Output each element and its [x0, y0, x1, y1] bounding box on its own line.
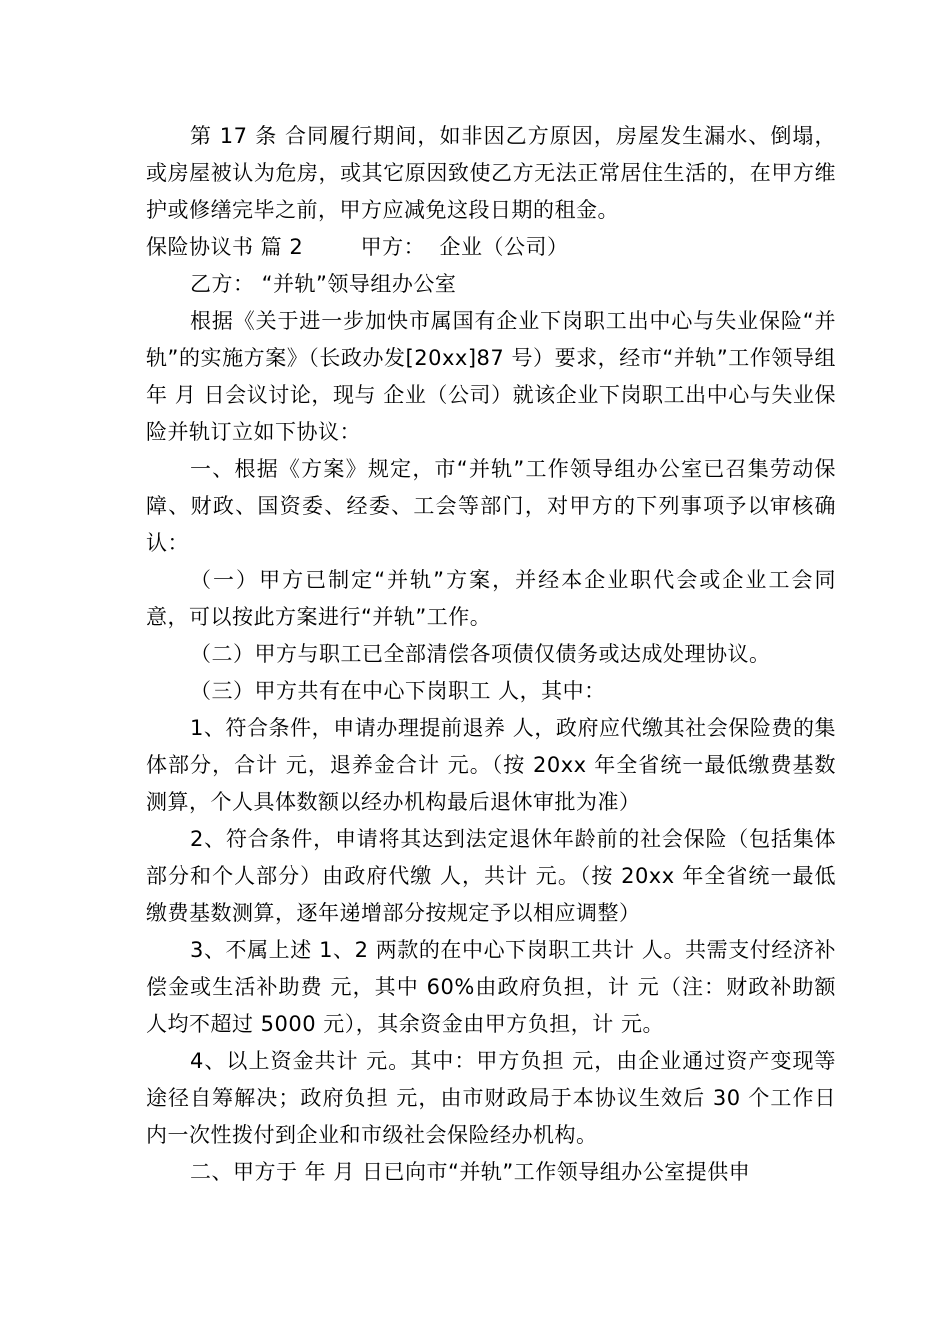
paragraph-party-b: 乙方： “并轨”领导组办公室 — [190, 272, 457, 296]
paragraph-subitem-1: 1、符合条件，申请办理提前退养 人，政府应代缴其社会保险费的集体部分，合计 元，退养金合计 元。（按 20xx 年全省统一最低缴费基数测算，个人具体数额以经办机构最后退休审批为准） — [146, 716, 836, 814]
paragraph-basis: 根据《关于进一步加快市属国有企业下岗职工出中心与失业保险“并轨”的实施方案》（长政办发[20xx]87 号）要求，经市“并轨”工作领导组 年 月 日会议讨论，现与 企业（公司）就该企业下岗职工出中心与失业保险并轨订立如下协议： — [146, 309, 836, 444]
paragraph-subitem-2: 2、符合条件，申请将其达到法定退休年龄前的社会保险（包括集体部分和个人部分）由政府代缴 人，共计 元。（按 20xx 年全省统一最低缴费基数测算，逐年递增部分按规定予以相应调整） — [146, 827, 836, 925]
document-body — [146, 118, 836, 1191]
paragraph-clause-2: 二、甲方于 年 月 日已向市“并轨”工作领导组办公室提供申 — [190, 1160, 751, 1184]
paragraph-item-3: （三）甲方共有在中心下岗职工 人，其中： — [190, 679, 606, 703]
paragraph-subitem-3: 3、不属上述 1、2 两款的在中心下岗职工共计 人。共需支付经济补偿金或生活补助费 元，其中 60%由政府负担，计 元（注：财政补助额人均不超过 5000 元），其余资金由甲方负担，计 元。 — [146, 938, 836, 1036]
paragraph-item-2: （二）甲方与职工已全部清偿各项债仅债务或达成处理协议。 — [190, 642, 771, 666]
section-heading-insurance-agreement: 保险协议书 篇 2 甲方： 企业（公司） — [146, 235, 569, 259]
paragraph-subitem-4: 4、以上资金共计 元。其中：甲方负担 元，由企业通过资产变现等途径自筹解决；政府负担 元，由市财政局于本协议生效后 30 个工作日内一次性拨付到企业和市级社会保险经办机构。 — [146, 1049, 836, 1147]
paragraph-article-17: 第 17 条 合同履行期间，如非因乙方原因，房屋发生漏水、倒塌，或房屋被认为危房，或其它原因致使乙方无法正常居住生活的，在甲方维护或修缮完毕之前，甲方应减免这段日期的租金。 — [146, 124, 836, 222]
paragraph-item-1: （一）甲方已制定“并轨”方案，并经本企业职代会或企业工会同意，可以按此方案进行“并轨”工作。 — [146, 568, 836, 629]
paragraph-clause-1: 一、根据《方案》规定，市“并轨”工作领导组办公室已召集劳动保障、财政、国资委、经委、工会等部门，对甲方的下列事项予以审核确认： — [146, 457, 836, 555]
